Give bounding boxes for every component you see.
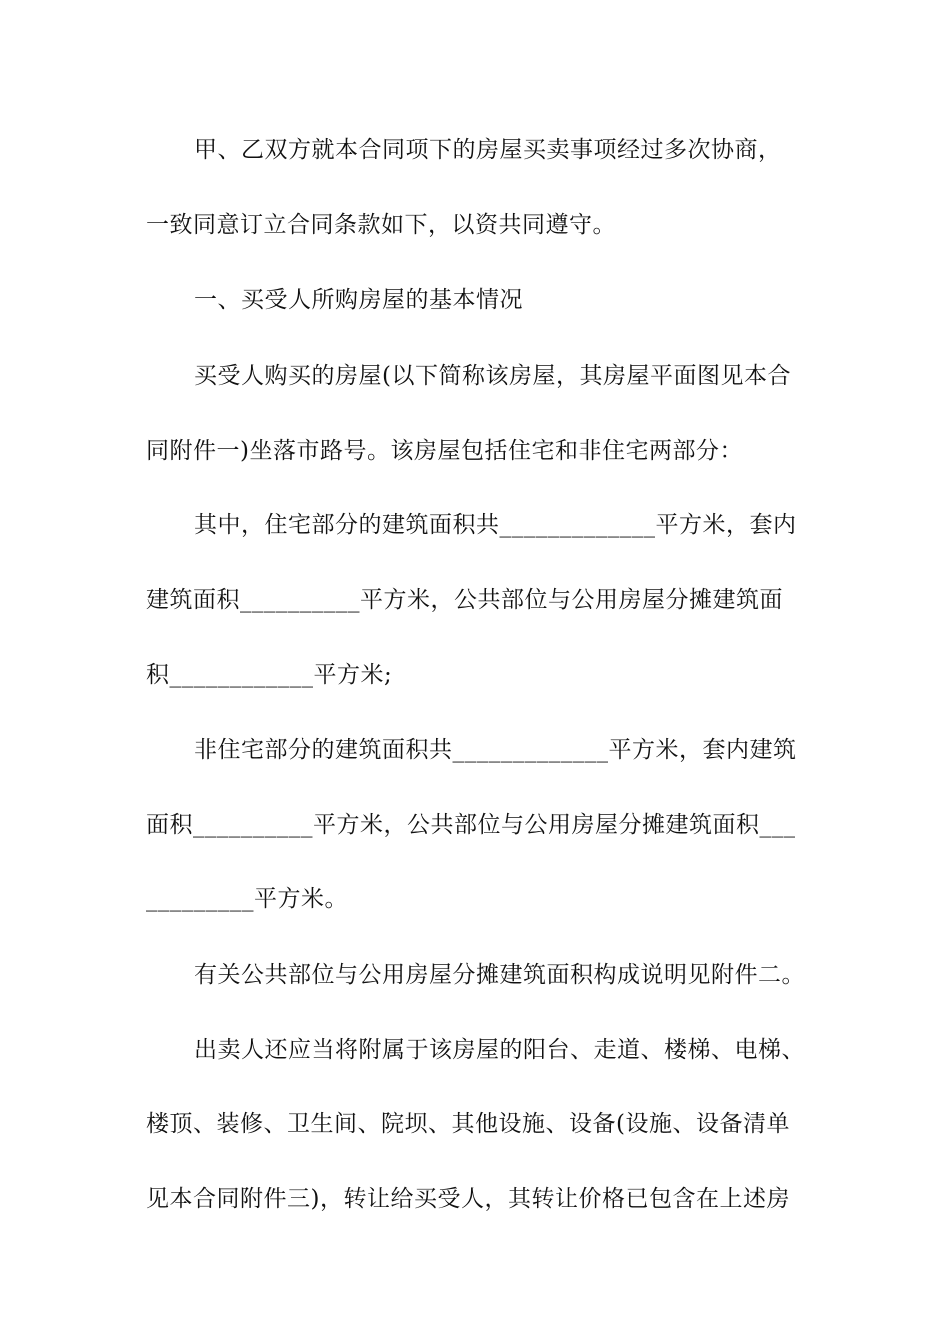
paragraph-line: 面积__________平方米，公共部位与公用房屋分摊建筑面积___: [146, 812, 796, 838]
paragraph-line: 买受人购买的房屋(以下简称该房屋，其房屋平面图见本合: [194, 363, 791, 389]
paragraph-line: 同附件一)坐落市路号。该房屋包括住宅和非住宅两部分：: [146, 438, 743, 464]
paragraph-line: 甲、乙双方就本合同项下的房屋买卖事项经过多次协商，: [194, 137, 782, 163]
paragraph-line: 楼顶、装修、卫生间、院坝、其他设施、设备(设施、设备清单: [146, 1111, 790, 1137]
paragraph-line: 见本合同附件三)，转让给买受人，其转让价格已包含在上述房: [146, 1186, 790, 1212]
paragraph-line: 一致同意订立合同条款如下，以资共同遵守。: [146, 212, 616, 238]
paragraph-line: _________平方米。: [146, 886, 348, 912]
paragraph-line: 其中，住宅部分的建筑面积共_____________平方米，套内: [194, 512, 797, 538]
paragraph-line: 非住宅部分的建筑面积共_____________平方米，套内建筑: [194, 737, 797, 763]
paragraph-line: 积____________平方米;: [146, 662, 393, 688]
section-heading: 一、买受人所购房屋的基本情况: [194, 287, 523, 313]
paragraph-line: 建筑面积__________平方米，公共部位与公用房屋分摊建筑面: [146, 587, 783, 613]
paragraph-line: 有关公共部位与公用房屋分摊建筑面积构成说明见附件二。: [194, 962, 805, 988]
paragraph-line: 出卖人还应当将附属于该房屋的阳台、走道、楼梯、电梯、: [194, 1037, 805, 1063]
